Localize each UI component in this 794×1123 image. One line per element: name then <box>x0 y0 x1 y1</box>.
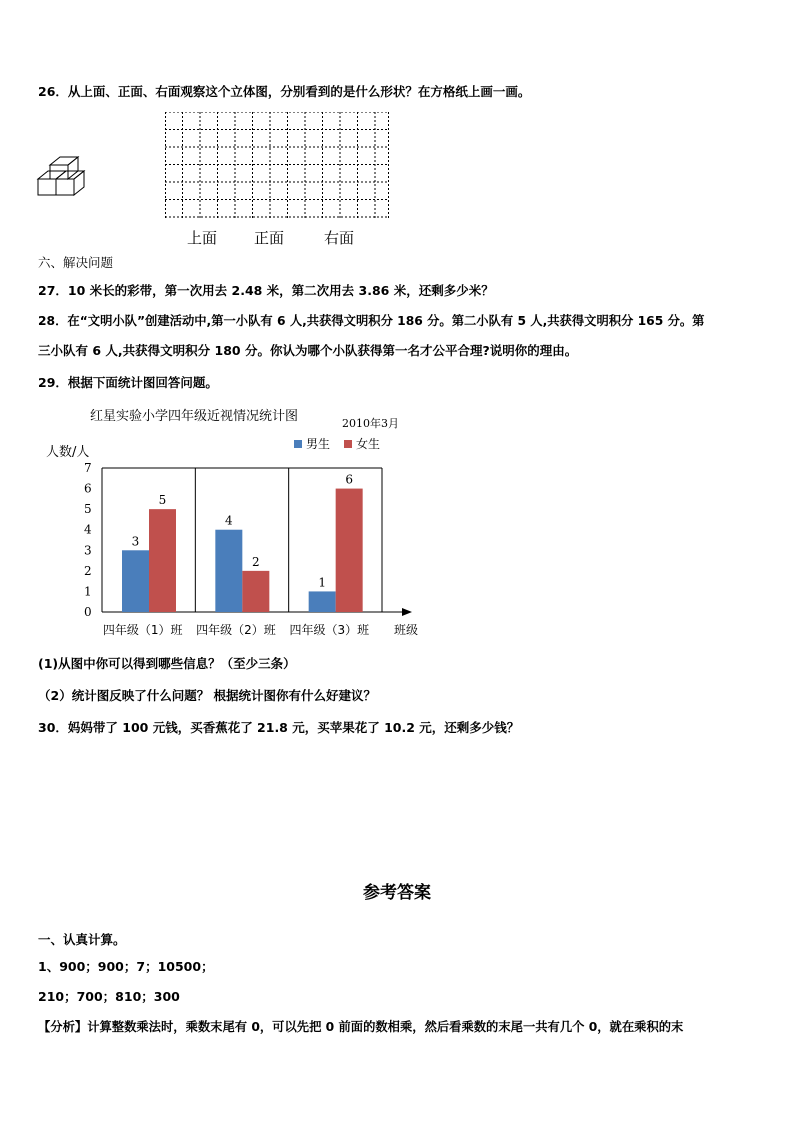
question-28-line2: 三小队有 6 人,共获得文明积分 180 分。你认为哪个小队获得第一名才公平合理?说明你的理由。 <box>38 343 578 358</box>
x-category-label: 四年级（2）班 <box>196 623 276 637</box>
bar-0-0 <box>122 550 149 612</box>
answers-line-1: 1、900；900；7；10500； <box>38 959 214 974</box>
y-tick-label: 2 <box>84 563 92 578</box>
chart-xlabels <box>103 622 369 637</box>
legend-swatch-0 <box>294 440 302 448</box>
x-category-label: 四年级（3）班 <box>289 623 370 637</box>
bar-1-0 <box>215 530 242 612</box>
grid-paper[interactable] <box>165 112 389 222</box>
cube-figure <box>36 153 106 199</box>
question-29: 29．根据下面统计图回答问题。 <box>38 375 218 390</box>
question-29-sub2: （2）统计图反映了什么问题？ 根据统计图你有什么好建议？ <box>38 688 377 703</box>
bar-value-label: 6 <box>345 472 353 487</box>
bar-value-label: 3 <box>131 534 140 549</box>
legend-swatch-1 <box>344 440 352 448</box>
y-tick-label: 4 <box>84 522 92 537</box>
bar-2-0 <box>309 591 336 612</box>
grid-label-front: 正面 <box>254 229 285 247</box>
answers-section-1: 一、认真计算。 <box>38 932 126 947</box>
vision-chart <box>40 404 440 648</box>
chart-bars <box>122 473 363 612</box>
chart-title: 红星实验小学四年级近视情况统计图 <box>90 409 299 424</box>
bar-value-label: 2 <box>252 554 260 569</box>
x-axis-arrow <box>402 608 412 616</box>
y-tick-label: 7 <box>84 461 92 475</box>
bar-value-label: 1 <box>318 575 326 590</box>
question-29-sub1: (1)从图中你可以得到哪些信息？（至少三条） <box>38 656 296 671</box>
chart-subtitle: 2010年3月 <box>342 417 399 430</box>
bar-value-label: 5 <box>158 493 167 508</box>
answers-line-2: 210；700；810；300 <box>38 989 180 1004</box>
y-tick-label: 1 <box>84 584 92 599</box>
question-30: 30．妈妈带了 100 元钱，买香蕉花了 21.8 元，买苹果花了 10.2 元，还剩多少钱？ <box>38 720 520 735</box>
bar-value-label: 4 <box>225 513 233 528</box>
chart-legend <box>294 436 380 451</box>
bar-0-1 <box>149 509 176 612</box>
bar-1-1 <box>242 571 269 612</box>
question-26: 26．从上面、正面、右面观察这个立体图，分别看到的是什么形状？在方格纸上画一画。 <box>38 84 531 99</box>
y-tick-label: 3 <box>84 543 92 558</box>
answers-title: 参考答案 <box>363 883 431 903</box>
bar-2-1 <box>336 489 363 612</box>
chart-ylabel: 人数/人 <box>46 445 90 460</box>
x-category-label: 四年级（1）班 <box>102 623 183 637</box>
section-6-title: 六、解决问题 <box>38 255 114 270</box>
y-tick-label: 5 <box>84 502 92 517</box>
question-27: 27．10 米长的彩带，第一次用去 2.48 米，第二次用去 3.86 米，还剩多少米？ <box>38 283 494 298</box>
grid-label-top: 上面 <box>187 229 218 247</box>
question-28-line1: 28．在“文明小队”创建活动中,第一小队有 6 人,共获得文明积分 186 分。第二小队有 5 人,共获得文明积分 165 分。第 <box>38 314 705 328</box>
chart-xlabel: 班级 <box>394 623 419 637</box>
y-tick-label: 0 <box>84 605 92 619</box>
legend-label-1: 女生 <box>356 437 381 451</box>
grid-label-right: 右面 <box>324 229 355 247</box>
y-tick-label: 6 <box>84 481 92 496</box>
answers-analysis: 【分析】计算整数乘法时，乘数末尾有 0，可以先把 0 前面的数相乘，然后看乘数的末尾一共有几个 0，就在乘积的末 <box>38 1020 684 1034</box>
legend-label-0: 男生 <box>306 437 331 451</box>
